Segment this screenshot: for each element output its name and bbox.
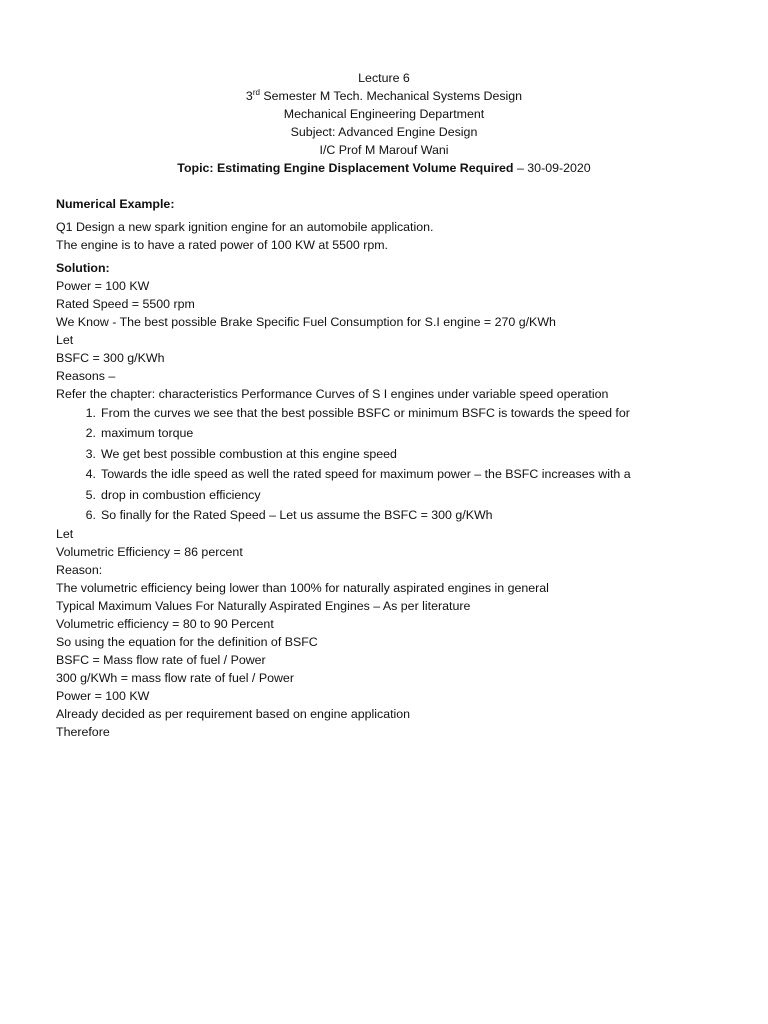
department-line: Mechanical Engineering Department: [283, 107, 485, 121]
semester-number: 3: [245, 89, 253, 103]
numbered-list: [56, 403, 736, 525]
solution-line: Rated Speed = 5500 rpm: [56, 297, 195, 311]
solution-line: Power = 100 KW: [56, 279, 150, 293]
solution-line: Let: [56, 333, 74, 347]
solution-line: Reasons –: [56, 369, 116, 383]
list-item: [56, 444, 736, 464]
list-item: [56, 485, 736, 505]
instructor-line: I/C Prof M Marouf Wani: [319, 143, 449, 157]
solution-line: Volumetric Efficiency = 86 percent: [56, 545, 243, 560]
list-item: [56, 464, 736, 484]
list-item-text: Towards the idle speed as well the rated speed for maximum power – the BSFC increases with a: [101, 467, 631, 482]
solution-line: Let: [56, 527, 74, 542]
solution-line: Power = 100 KW: [56, 689, 150, 704]
solution-line: Volumetric efficiency = 80 to 90 Percent: [56, 617, 274, 632]
solution-line: Therefore: [56, 725, 110, 740]
solution-heading: Solution:: [56, 261, 110, 275]
list-item-text: So finally for the Rated Speed – Let us assume the BSFC = 300 g/KWh: [101, 507, 493, 522]
question-line: The engine is to have a rated power of 100 KW at 5500 rpm.: [56, 238, 388, 252]
question-line: Q1 Design a new spark ignition engine for an automobile application.: [56, 220, 434, 234]
solution-line: 300 g/KWh = mass flow rate of fuel / Power: [56, 671, 294, 686]
solution-line: Reason:: [56, 563, 103, 578]
semester-line: [0, 87, 768, 105]
list-item-number: 1.: [85, 406, 96, 420]
list-item-text: We get best possible combustion at this engine speed: [101, 446, 397, 461]
list-item-text: maximum torque: [101, 426, 194, 441]
solution-line: Typical Maximum Values For Naturally Aspirated Engines – As per literature: [56, 599, 471, 614]
solution-line: BSFC = Mass flow rate of fuel / Power: [56, 653, 266, 668]
list-item-number: 2.: [85, 426, 96, 441]
topic-line: [0, 159, 768, 177]
list-item-number: 5.: [85, 487, 96, 502]
list-item-number: 3.: [85, 446, 96, 461]
solution-line: Refer the chapter: characteristics Performance Curves of S I engines under variable speed operation: [56, 387, 609, 401]
semester-ordinal: rd: [252, 88, 260, 97]
list-item-text: drop in combustion efficiency: [101, 487, 261, 502]
list-item-number: 4.: [85, 467, 96, 482]
document-header: [0, 69, 768, 177]
numerical-example-heading: Numerical Example:: [56, 197, 175, 211]
list-item: [56, 423, 736, 443]
topic-date: – 30-09-2020: [513, 161, 591, 175]
lecture-title: Lecture 6: [358, 71, 410, 85]
subject-line: Subject: Advanced Engine Design: [290, 125, 478, 139]
list-item: [56, 505, 736, 525]
solution-line: BSFC = 300 g/KWh: [56, 351, 165, 365]
solution-line: We Know - The best possible Brake Specific Fuel Consumption for S.I engine = 270 g/KWh: [56, 315, 556, 329]
list-item: [56, 403, 736, 423]
list-item-text: From the curves we see that the best possible BSFC or minimum BSFC is towards the speed for: [101, 406, 630, 420]
solution-line: The volumetric efficiency being lower than 100% for naturally aspirated engines in general: [56, 581, 549, 596]
solution-line: So using the equation for the definition of BSFC: [56, 635, 318, 650]
solution-line: Already decided as per requirement based on engine application: [56, 707, 411, 722]
document-body: [56, 195, 736, 741]
semester-program: Semester M Tech. Mechanical Systems Design: [259, 89, 523, 103]
list-item-number: 6.: [85, 507, 96, 522]
topic-title: Topic: Estimating Engine Displacement Volume Required: [177, 161, 514, 175]
